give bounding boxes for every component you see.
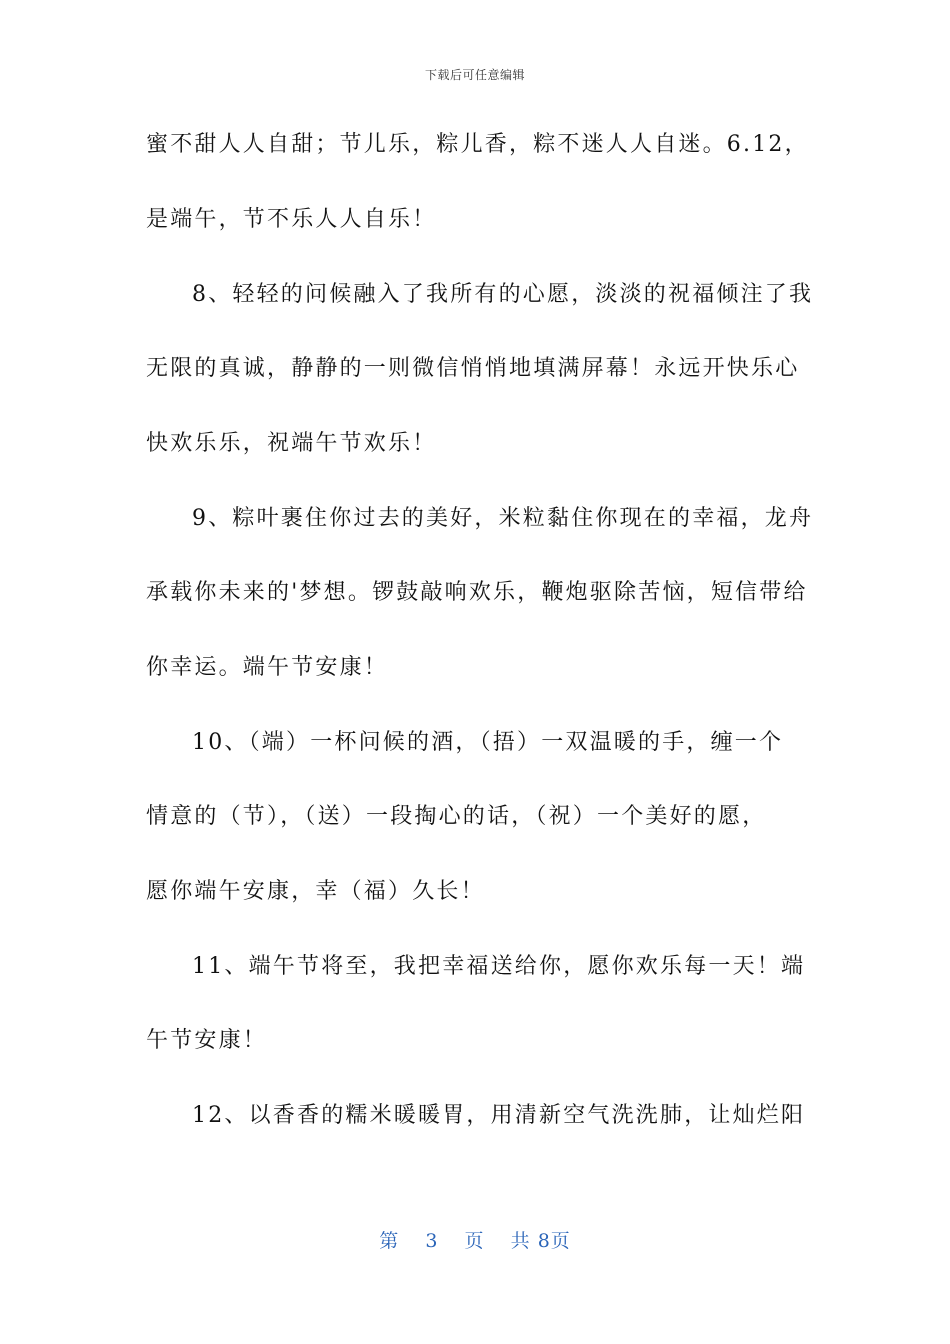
current-page-number: 3 xyxy=(425,1230,439,1252)
footer-page-word: 页 xyxy=(464,1230,485,1252)
paragraph-start-line: 12、以香香的糯米暖暖胃，用清新空气洗洗肺，让灿烂阳 xyxy=(192,1103,806,1128)
footer-prefix: 第 xyxy=(379,1230,400,1252)
paragraph-start-line: 10、（端）一杯问候的酒，（捂）一双温暖的手，缠一个 xyxy=(192,730,784,755)
text-line: 你幸运。端午节安康！ xyxy=(146,655,389,680)
text-line: 午节安康！ xyxy=(146,1028,268,1053)
text-line: 蜜不甜人人自甜；节儿乐，粽儿香，粽不迷人人自迷。6.12， xyxy=(146,132,809,157)
text-line: 愿你端午安康，幸（福）久长！ xyxy=(146,879,485,904)
text-line: 承载你未来的'梦想。锣鼓敲响欢乐，鞭炮驱除苦恼，短信带给 xyxy=(146,580,808,605)
text-line: 快欢乐乐，祝端午节欢乐！ xyxy=(146,431,437,456)
paragraph-start-line: 11、端午节将至，我把幸福送给你，愿你欢乐每一天！端 xyxy=(192,954,806,979)
footer-total-word: 共 xyxy=(510,1230,531,1252)
page-footer xyxy=(0,1226,950,1253)
text-line: 情意的（节），（送）一段掏心的话，（祝）一个美好的愿， xyxy=(146,804,767,829)
total-pages: 8页 xyxy=(537,1230,571,1252)
text-line: 无限的真诚，静静的一则微信悄悄地填满屏幕！永远开快乐心 xyxy=(146,356,800,381)
paragraph-start-line: 9、粽叶裹住你过去的美好，米粒黏住你现在的幸福，龙舟 xyxy=(192,506,814,531)
page-header: 下载后可任意编辑 xyxy=(424,68,525,82)
paragraph-start-line: 8、轻轻的问候融入了我所有的心愿，淡淡的祝福倾注了我 xyxy=(192,282,814,307)
text-line: 是端午，节不乐人人自乐！ xyxy=(146,207,437,232)
